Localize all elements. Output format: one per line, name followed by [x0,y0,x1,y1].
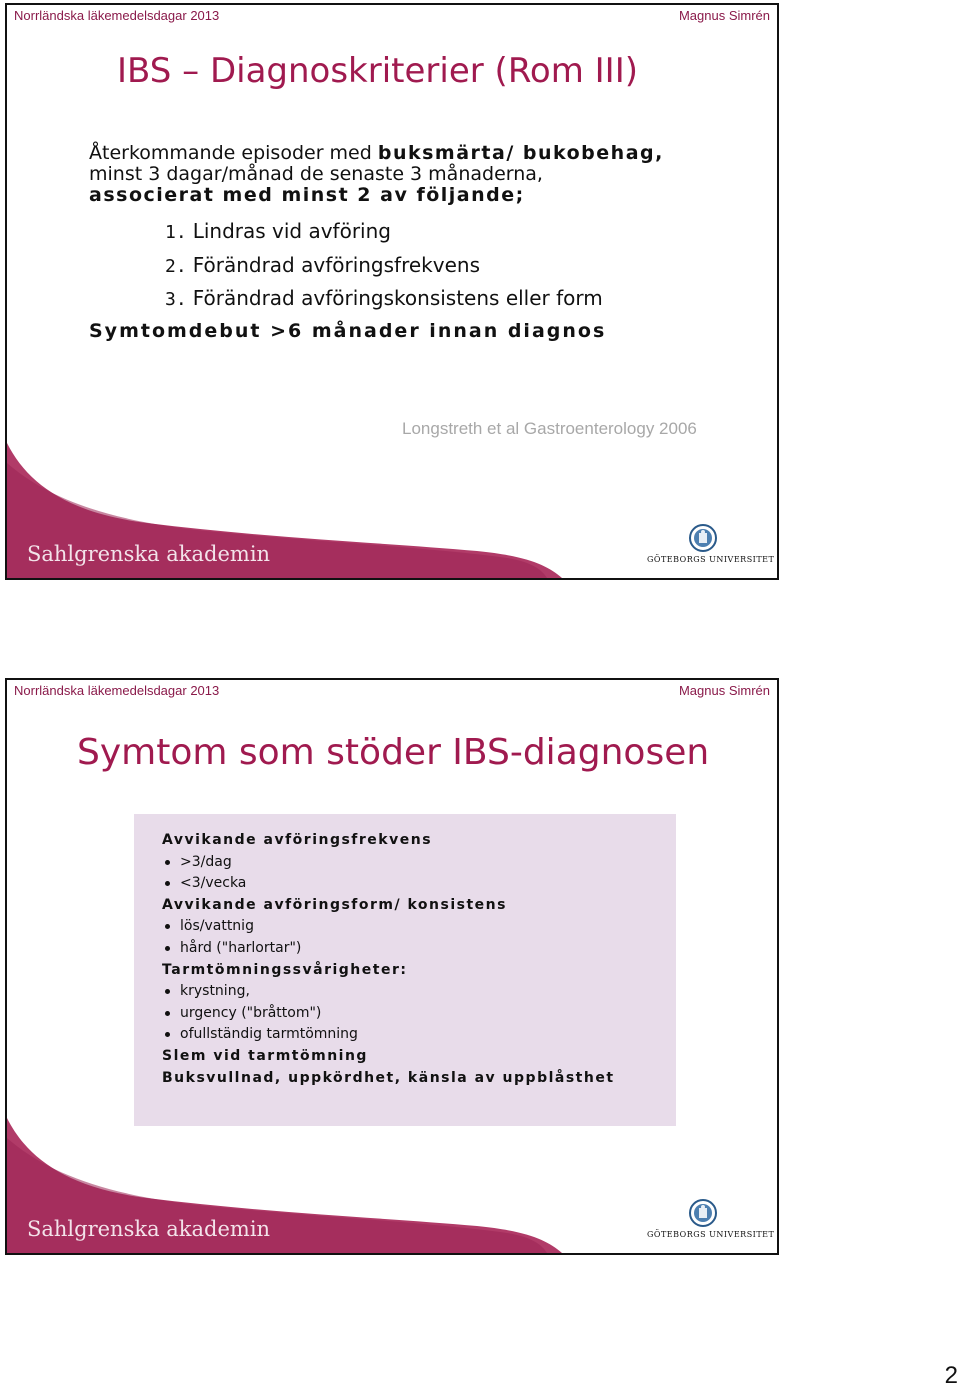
bullet-icon [165,860,170,865]
symptom-subitem [162,873,676,895]
bullet-icon [165,881,170,886]
header-author: Magnus Simrén [678,683,770,698]
slide-supporting-symptoms [5,678,779,1255]
header-conference: Norrländska läkemedelsdagar 2013 [14,683,220,698]
intro-line-2: minst 3 dagar/månad de senaste 3 månaderna, [89,163,543,185]
bullet-icon [165,946,170,951]
symptom-subitem [162,1003,676,1025]
symptom-subitem-text: >3/dag [180,853,232,870]
symptom-subitem-text: urgency ("bråttom") [180,1004,322,1021]
university-name: GÖTEBORGS UNIVERSITET [647,1230,775,1239]
symptom-subitem-text: krystning, [180,983,250,1000]
criteria-list [165,215,603,316]
citation: Longstreth et al Gastroenterology 2006 [402,419,697,438]
criteria-text: Förändrad avföringskonsistens eller form [192,286,603,310]
symptom-category: Buksvullnad, uppkördhet, känsla av uppblåsthet [162,1069,615,1086]
bullet-icon [165,989,170,994]
criteria-text: Förändrad avföringsfrekvens [192,252,480,277]
symptom-category: Slem vid tarmtömning [162,1047,368,1064]
symptom-subitem-text: <3/vecka [180,875,247,892]
brand-sahlgrenska: Sahlgrenska akademin [27,542,271,566]
criteria-item [165,249,603,283]
symptom-subitem-text: hård ("harlortar") [180,939,302,956]
intro-line-1: Återkommande episoder med [89,142,372,164]
university-name: GÖTEBORGS UNIVERSITET [647,555,775,564]
intro-line-3: associerat med minst 2 av följande; [89,184,525,206]
criteria-number: 3. [165,289,187,310]
symptom-category: Avvikande avföringsfrekvens [162,832,433,848]
symptom-category: Avvikande avföringsform/ konsistens [162,896,507,913]
intro-text [89,143,749,206]
brand-sahlgrenska: Sahlgrenska akademin [27,1217,271,1241]
symptom-subitem-text: ofullständig tarmtömning [180,1026,358,1043]
criteria-text: Lindras vid avföring [192,219,391,243]
criteria-item [165,282,603,316]
symptom-subitem [162,981,676,1003]
bullet-icon [165,924,170,929]
header-conference: Norrländska läkemedelsdagar 2013 [14,8,220,23]
symptom-subitem-text: lös/vattnig [180,918,254,935]
university-seal-icon [688,1198,718,1228]
university-logo [647,523,775,564]
onset-text: Symtomdebut >6 månader innan diagnos [89,320,607,342]
bullet-icon [165,1032,170,1037]
slide-ibs-criteria [5,3,779,580]
symptom-subitem [162,916,676,938]
header-author: Magnus Simrén [678,8,770,23]
symptom-subitem [162,938,676,960]
slide-title: Symtom som stöder IBS-diagnosen [77,732,710,773]
criteria-number: 2. [165,255,187,277]
symptom-subitem [162,1024,676,1046]
symptom-box [134,814,676,1126]
intro-emphasis: buksmärta/ bukobehag, [377,142,664,164]
university-logo [647,1198,775,1239]
bullet-icon [165,1011,170,1016]
criteria-item [165,215,603,249]
symptom-category: Tarmtömningssvårigheter: [162,961,408,978]
university-seal-icon [688,523,718,553]
page-number: 2 [944,1362,958,1389]
symptom-subitem [162,852,676,874]
criteria-number: 1. [165,222,187,243]
slide-title: IBS – Diagnoskriterier (Rom III) [117,51,638,91]
